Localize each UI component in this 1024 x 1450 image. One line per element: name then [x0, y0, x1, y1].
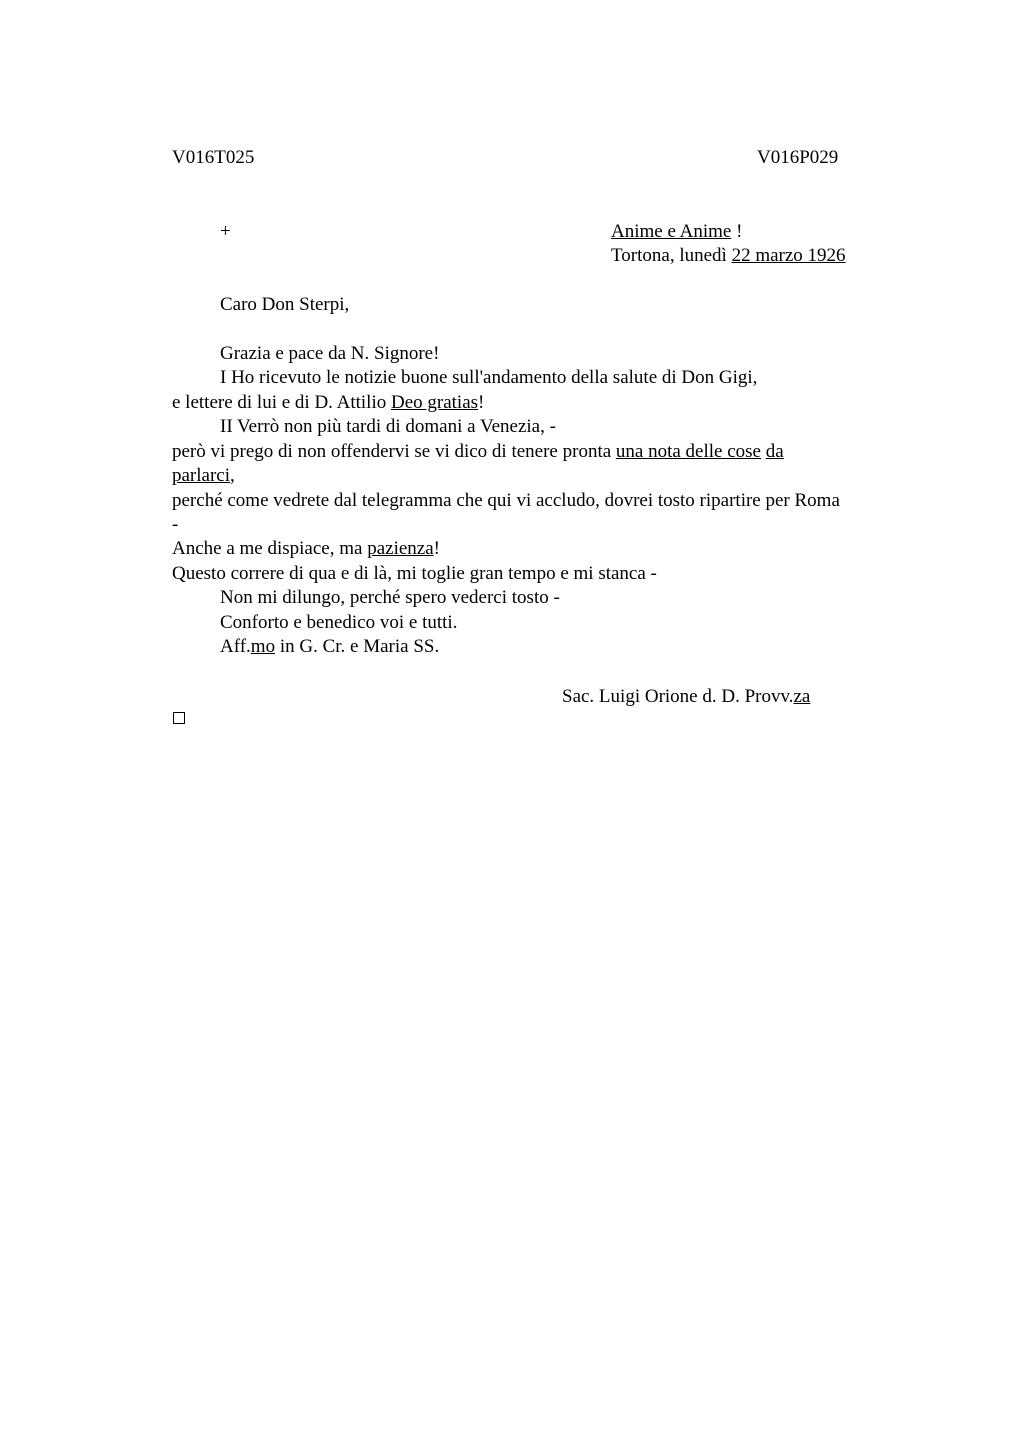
- cross-symbol: +: [220, 221, 231, 242]
- letter-date: 22 marzo 1926: [731, 245, 846, 266]
- paragraph-2-line-1: II Verrò non più tardi di domani a Venezia, -: [220, 416, 556, 437]
- signature: [562, 685, 810, 709]
- text-run: ,: [230, 465, 235, 486]
- signature-text: Sac. Luigi Orione d. D. Provv.: [562, 686, 794, 707]
- text-run: Anche a me dispiace, ma: [172, 538, 368, 559]
- paragraph-2-line-5: -: [172, 514, 179, 535]
- deo-gratias: Deo gratias: [390, 392, 479, 413]
- underlined-phrase: una nota delle cose: [615, 441, 761, 462]
- pazienza: pazienza: [367, 538, 434, 559]
- end-square-icon: [173, 712, 185, 724]
- underlined-abbrev: mo: [250, 636, 276, 657]
- paragraph-3-line-1: [172, 537, 440, 561]
- signature-abbrev: za: [793, 686, 811, 707]
- paragraph-1-line-1: I Ho ricevuto le notizie buone sull'andamento della salute di Don Gigi,: [220, 367, 758, 388]
- document-code-right: V016P029: [757, 147, 839, 168]
- text-run: e lettere di lui e di D. Attilio: [172, 392, 391, 413]
- paragraph-2-line-2: [172, 440, 784, 464]
- motto-tail: !: [731, 221, 743, 242]
- paragraph-3-line-2: Questo correre di qua e di là, mi toglie gran tempo e mi stanca -: [172, 563, 657, 584]
- underlined-phrase: da: [765, 441, 784, 462]
- underlined-phrase: parlarci: [172, 465, 231, 486]
- place-date-prefix: Tortona, lunedì: [611, 245, 732, 266]
- motto-underlined: Anime e Anime: [611, 221, 732, 242]
- text-run: però vi prego di non offendervi se vi dico di tenere pronta: [172, 441, 616, 462]
- document-code-left: V016T025: [172, 147, 255, 168]
- place-date: [611, 244, 846, 268]
- text-run: !: [478, 392, 485, 413]
- paragraph-4-line-2: Conforto e benedico voi e tutti.: [220, 612, 458, 633]
- salutation: Caro Don Sterpi,: [220, 294, 350, 315]
- paragraph-2-line-4: perché come vedrete dal telegramma che qui vi accludo, dovrei tosto ripartire per Roma: [172, 490, 840, 511]
- paragraph-4-line-1: Non mi dilungo, perché spero vederci tosto -: [220, 587, 560, 608]
- motto: [611, 220, 742, 244]
- text-run: in G. Cr. e Maria SS.: [275, 636, 440, 657]
- greeting: Grazia e pace da N. Signore!: [220, 343, 440, 364]
- paragraph-2-line-3: [172, 464, 235, 488]
- text-run: !: [433, 538, 440, 559]
- text-run: Aff.: [220, 636, 251, 657]
- paragraph-1-line-2: [172, 391, 484, 415]
- closing: [220, 635, 439, 659]
